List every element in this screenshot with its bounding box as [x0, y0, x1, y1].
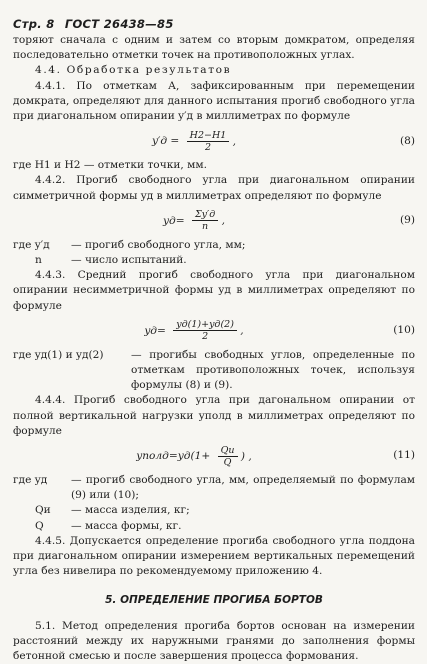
formula-9-fraction: [192, 209, 218, 232]
where-9-text-1: — прогиб свободного угла, мм;: [71, 238, 246, 251]
where-11-row-1: [13, 473, 415, 503]
formula-11-fraction: [218, 445, 238, 468]
where-11-symbol-3: Q: [35, 519, 44, 532]
formula-10-lhs: yд=: [144, 324, 166, 337]
formula-10-tail: ,: [240, 324, 244, 337]
formula-11-number: (11): [393, 449, 415, 462]
formula-8-fraction: [187, 130, 230, 153]
where-9-row-2: [13, 253, 415, 268]
formula-8-tail: ,: [232, 135, 237, 148]
paragraph-5-1: 5.1. Метод определения прогиба бортов основан на измерении расстояний между их наружными гранями до заполнения формы бетонной смесью и после завершения процесса формования.: [13, 619, 415, 663]
formula-8: [13, 124, 415, 158]
formula-9-number: (9): [399, 214, 415, 227]
paragraph-4-4-5: 4.4.5. Допускается определение прогиба свободного угла поддона при диагональном опирании измерением вертикальных перемещений угла без нивелира по рекомендуемому приложению 4.: [13, 534, 415, 578]
where-11-symbol-2: Qи: [35, 504, 51, 517]
page-header: [13, 17, 180, 31]
where-9-text-2: — число испытаний.: [71, 254, 187, 267]
formula-8-numerator: H2−H1: [187, 130, 230, 142]
where-11-text-2: — масса изделия, кг;: [71, 504, 190, 517]
formula-11-tail: ) ,: [240, 450, 252, 463]
section-heading-5: 5. ОПРЕДЕЛЕНИЕ ПРОГИБА БОРТОВ: [105, 594, 323, 607]
paragraph-4-4-4: 4.4.4. Прогиб свободного угла при дагональном опирании от полной вертикальной нагрузки yполд в миллиметрах определяют по формуле: [13, 394, 415, 437]
section-heading-4-4: 4.4. Обработка результатов: [35, 64, 232, 77]
formula-9-denominator: n: [202, 221, 209, 233]
where-9-symbol-1: где y′д: [13, 238, 50, 251]
paragraph-4-4-3: 4.4.3. Средний прогиб свободного угла при диагональном опирании несимметричной формы yд в миллиметрах определяют по формуле: [13, 269, 415, 312]
formula-8-number: (8): [399, 134, 415, 147]
formula-10: [13, 314, 415, 348]
formula-9-numerator: Σy′д: [192, 209, 218, 221]
formula-8-lhs: y′д =: [151, 135, 180, 148]
paragraph-4-4-1: 4.4.1. По отметкам А, зафиксированным при перемещении домкрата, определяют для данного испытания прогиб свободного угла при диагональном опирании y′д в миллиметрах по формуле: [13, 79, 415, 123]
where-9-row-1: [13, 238, 415, 253]
formula-11-numerator: Qи: [218, 445, 238, 457]
formula-10-denominator: 2: [202, 331, 209, 343]
page-number: Стр. 8: [13, 17, 55, 31]
where-9-symbol-2: n: [35, 254, 42, 267]
where-11-symbol-1: где yд: [13, 474, 48, 487]
formula-9-tail: ,: [221, 214, 225, 227]
paragraph-4-4-2: 4.4.2. Прогиб свободного угла при диагональном опирании симметричной формы yд в миллиметрах определяют по формуле: [13, 174, 415, 202]
where-10-symbol: где yд(1) и yд(2): [13, 348, 104, 361]
formula-11: [13, 439, 415, 473]
formula-9-lhs: yд=: [163, 214, 185, 227]
formula-9: [13, 204, 415, 238]
formula-10-numerator: yд(1)+yд(2): [173, 319, 237, 331]
paragraph-continuation: торяют сначала с одним и затем со вторым домкратом, определяя последовательно отметки точек на противоположных углах.: [13, 34, 415, 62]
formula-11-lhs: yполд=yд(1+: [136, 450, 211, 463]
formula-10-number: (10): [393, 324, 415, 337]
where-11-text-1: — прогиб свободного угла, мм, определяемый по формулам (9) или (10);: [71, 474, 415, 502]
where-11-text-3: — масса формы, кг.: [71, 519, 182, 532]
where-8: где H1 и H2 — отметки точки, мм.: [13, 159, 207, 172]
standard-code: ГОСТ 26438—85: [64, 17, 174, 31]
formula-10-fraction: [173, 319, 237, 342]
formula-11-denominator: Q: [223, 456, 232, 468]
formula-8-denominator: 2: [204, 141, 211, 153]
where-10: [13, 348, 415, 394]
where-11-row-3: [13, 519, 415, 534]
where-11-row-2: [13, 503, 415, 518]
page-body: [13, 33, 415, 664]
where-10-text: — прогибы свободных углов, определенные по отметкам противоположных точек, используя формулы (8) и (9).: [131, 348, 415, 392]
